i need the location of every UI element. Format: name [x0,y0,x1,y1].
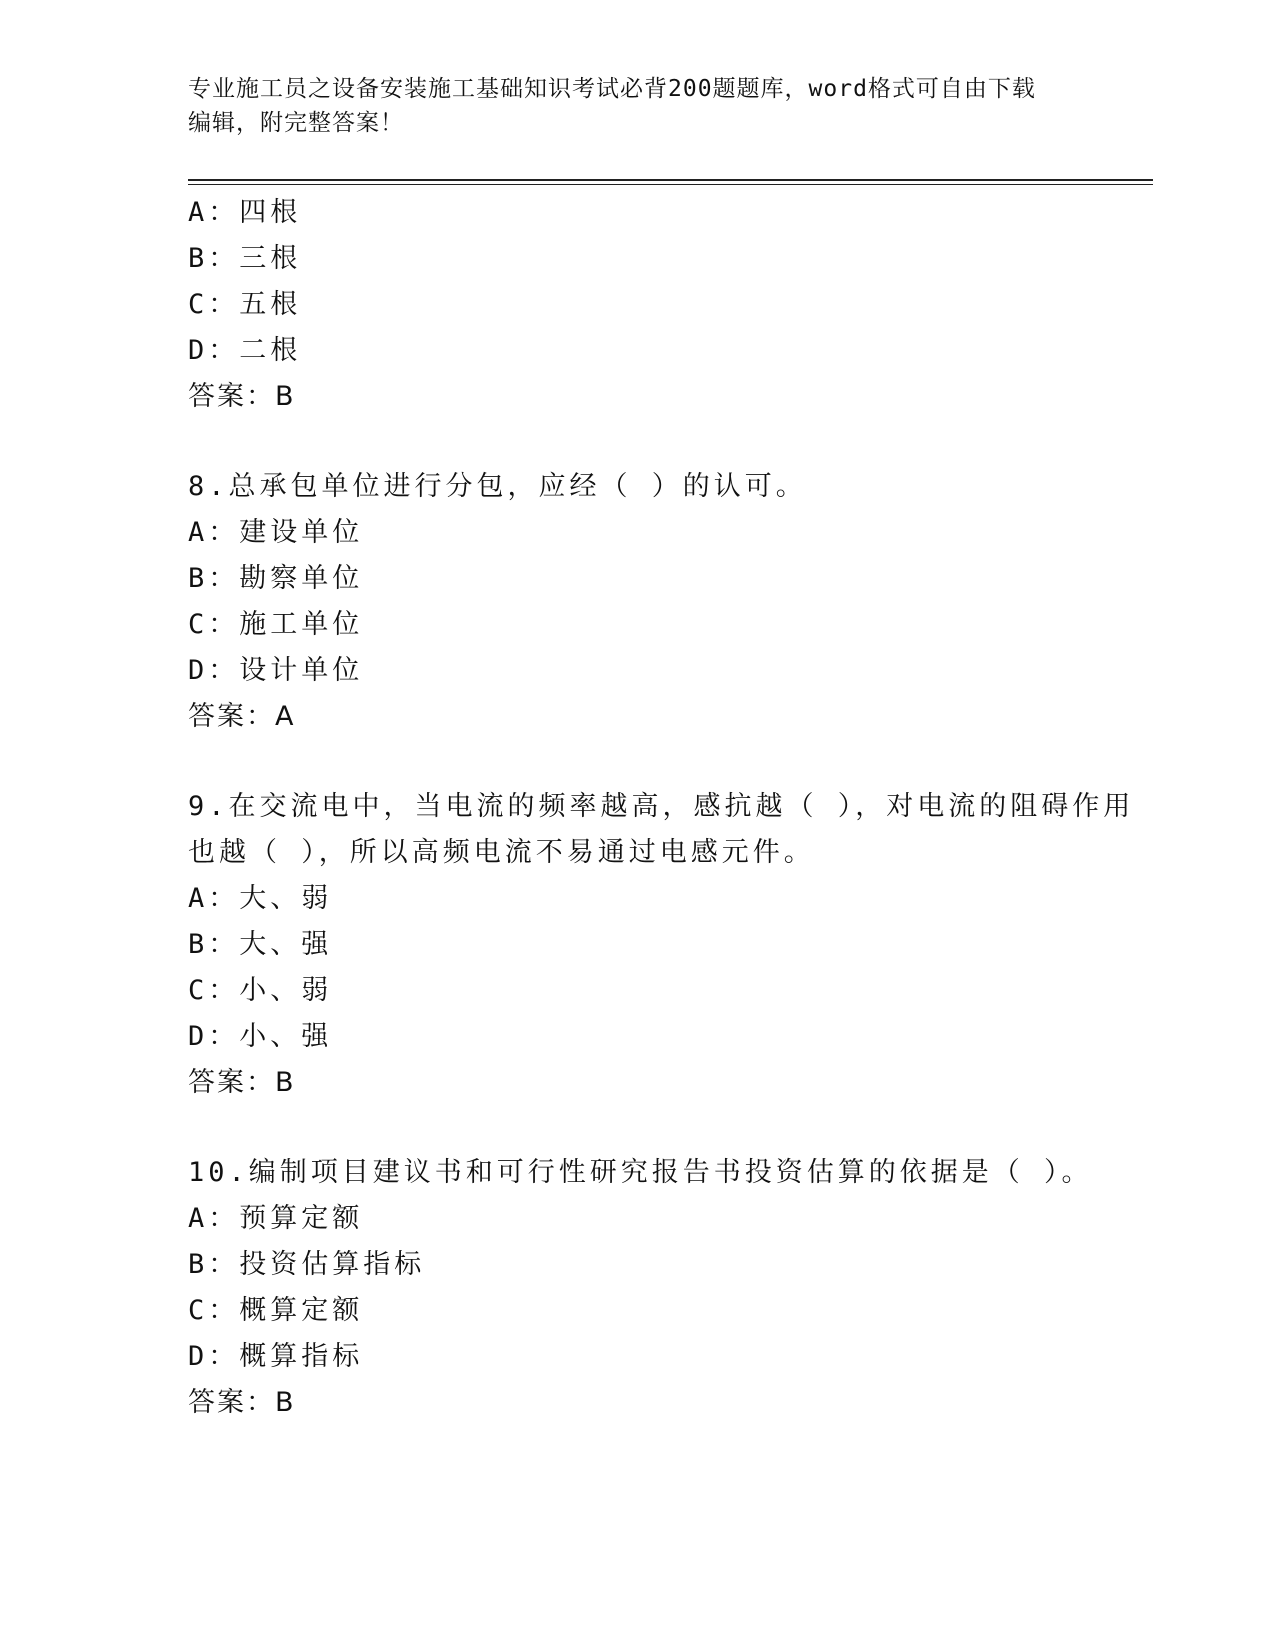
answer: 答案：B [188,1067,296,1098]
option-c: C：小、弱 [188,975,333,1006]
question-stem: 8.总承包单位进行分包，应经（ ）的认可。 [188,471,807,502]
option-a: A：大、弱 [188,883,333,914]
answer: 答案：B [188,381,296,412]
header-divider-thick [188,179,1153,181]
option-b: B：三根 [188,243,302,274]
answer: 答案：A [188,701,296,732]
question-stem-line-1: 9.在交流电中，当电流的频率越高，感抗越（ ），对电流的阻碍作用 [188,791,1135,822]
option-c: C：五根 [188,289,302,320]
question-7 [188,190,1108,420]
question-9 [188,784,1135,1106]
question-list [188,190,1135,1426]
option-d: D：小、强 [188,1021,333,1052]
option-d: D：设计单位 [188,655,364,686]
option-c: C：概算定额 [188,1295,364,1326]
option-b: B：勘察单位 [188,563,364,594]
option-a: A：建设单位 [188,517,364,548]
question-stem-line-2: 也越（ ），所以高频电流不易通过电感元件。 [188,837,815,868]
header-divider-thin [188,184,1153,185]
header-title-line-1: 专业施工员之设备安装施工基础知识考试必背200题题库，word格式可自由下载 [188,76,1036,102]
header-title-line-2: 编辑，附完整答案！ [188,110,404,136]
option-c: C：施工单位 [188,609,364,640]
option-a: A：四根 [188,197,302,228]
question-8 [188,464,1108,740]
option-d: D：概算指标 [188,1341,364,1372]
option-b: B：大、强 [188,929,333,960]
document-header [188,72,1088,140]
question-10 [188,1150,1108,1426]
option-a: A：预算定额 [188,1203,364,1234]
option-b: B：投资估算指标 [188,1249,426,1280]
option-d: D：二根 [188,335,302,366]
answer: 答案：B [188,1387,296,1418]
question-stem: 10.编制项目建议书和可行性研究报告书投资估算的依据是（ ）。 [188,1157,1093,1188]
